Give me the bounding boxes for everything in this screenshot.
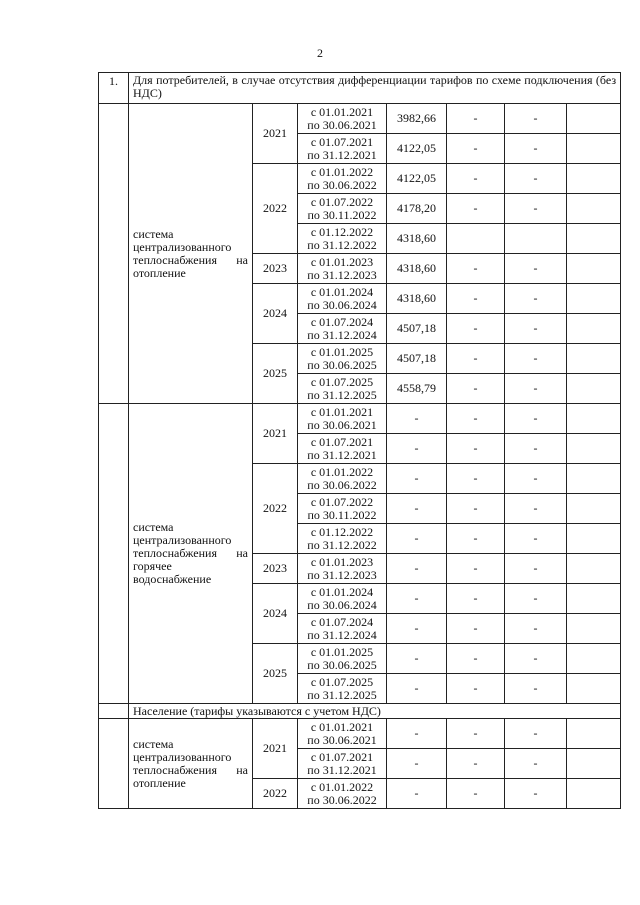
period-cell xyxy=(298,749,387,779)
tariff-col-2: - xyxy=(447,194,505,224)
tariff-col-4 xyxy=(567,749,621,779)
period-from: с 01.07.2024 xyxy=(310,314,374,329)
period-to: по 30.06.2024 xyxy=(307,297,377,312)
tariff-col-4 xyxy=(567,674,621,704)
year-cell: 2022 xyxy=(253,779,298,809)
period-cell xyxy=(298,254,387,284)
tariff-col-4 xyxy=(567,164,621,194)
tariff-value: 4507,18 xyxy=(387,344,447,374)
tariff-col-4 xyxy=(567,554,621,584)
section-title: Население (тарифы указываются с учетом НДС) xyxy=(129,704,621,719)
tariff-col-3: - xyxy=(505,434,567,464)
period-cell xyxy=(298,224,387,254)
tariff-value: - xyxy=(387,554,447,584)
tariff-col-4 xyxy=(567,224,621,254)
tariff-col-3: - xyxy=(505,194,567,224)
period-cell xyxy=(298,614,387,644)
tariff-col-2: - xyxy=(447,134,505,164)
period-from: с 01.07.2022 xyxy=(310,494,374,509)
year-cell: 2024 xyxy=(253,584,298,644)
period-cell xyxy=(298,374,387,404)
tariff-col-2: - xyxy=(447,374,505,404)
period-to: по 30.06.2025 xyxy=(307,357,377,372)
period-from: с 01.01.2024 xyxy=(310,584,374,599)
year-cell: 2021 xyxy=(253,719,298,779)
tariff-col-2: - xyxy=(447,284,505,314)
table-row xyxy=(99,719,621,749)
tariff-col-4 xyxy=(567,614,621,644)
tariff-col-4 xyxy=(567,194,621,224)
period-to: по 30.06.2021 xyxy=(307,417,377,432)
tariff-col-4 xyxy=(567,284,621,314)
period-to: по 30.11.2022 xyxy=(307,507,377,522)
tariff-col-3: - xyxy=(505,374,567,404)
tariff-col-3: - xyxy=(505,524,567,554)
tariff-col-3: - xyxy=(505,719,567,749)
period-to: по 30.06.2022 xyxy=(307,177,377,192)
tariff-col-2: - xyxy=(447,749,505,779)
table-row xyxy=(99,404,621,434)
period-cell xyxy=(298,719,387,749)
tariff-col-4 xyxy=(567,719,621,749)
period-to: по 31.12.2021 xyxy=(307,147,377,162)
period-cell xyxy=(298,644,387,674)
tariff-col-4 xyxy=(567,134,621,164)
period-cell xyxy=(298,464,387,494)
tariff-col-3: - xyxy=(505,644,567,674)
tariff-value: - xyxy=(387,494,447,524)
tariff-value: 4318,60 xyxy=(387,284,447,314)
period-to: по 30.06.2022 xyxy=(307,792,377,807)
period-from: с 01.01.2022 xyxy=(310,464,374,479)
tariff-value: 4558,79 xyxy=(387,374,447,404)
tariff-value: - xyxy=(387,464,447,494)
tariff-col-3: - xyxy=(505,614,567,644)
period-from: с 01.01.2021 xyxy=(310,104,374,119)
period-to: по 30.06.2021 xyxy=(307,732,377,747)
tariff-col-2: - xyxy=(447,464,505,494)
period-from: с 01.07.2025 xyxy=(310,674,374,689)
period-cell xyxy=(298,674,387,704)
year-cell: 2021 xyxy=(253,404,298,464)
tariff-col-4 xyxy=(567,494,621,524)
tariff-col-3: - xyxy=(505,749,567,779)
tariff-col-3: - xyxy=(505,284,567,314)
tariff-col-2: - xyxy=(447,614,505,644)
system-description: система централизованного теплоснабжения на отопление xyxy=(129,104,253,404)
header-row xyxy=(99,73,621,104)
period-to: по 31.12.2022 xyxy=(307,237,377,252)
year-cell: 2024 xyxy=(253,284,298,344)
table-row xyxy=(99,104,621,134)
tariff-value: 4178,20 xyxy=(387,194,447,224)
period-cell xyxy=(298,554,387,584)
tariff-col-4 xyxy=(567,779,621,809)
period-to: по 31.12.2021 xyxy=(307,762,377,777)
period-from: с 01.07.2021 xyxy=(310,434,374,449)
period-cell xyxy=(298,344,387,374)
tariff-col-4 xyxy=(567,404,621,434)
tariff-col-3: - xyxy=(505,674,567,704)
period-cell xyxy=(298,494,387,524)
number-cell xyxy=(99,704,129,719)
year-cell: 2023 xyxy=(253,554,298,584)
period-cell xyxy=(298,779,387,809)
period-from: с 01.01.2023 xyxy=(310,254,374,269)
tariff-col-4 xyxy=(567,374,621,404)
page-number: 2 xyxy=(317,46,323,60)
tariff-col-3: - xyxy=(505,494,567,524)
period-to: по 31.12.2023 xyxy=(307,267,377,282)
system-description: система централизованного теплоснабжения на отопление xyxy=(129,719,253,809)
period-from: с 01.01.2021 xyxy=(310,719,374,734)
year-cell: 2023 xyxy=(253,254,298,284)
tariff-col-3: - xyxy=(505,254,567,284)
tariff-value: 4122,05 xyxy=(387,134,447,164)
section-header: Для потребителей, в случае отсутствия дифференциации тарифов по схеме подключения (без НДС) xyxy=(129,73,621,104)
tariff-col-3: - xyxy=(505,344,567,374)
tariff-col-4 xyxy=(567,104,621,134)
tariff-value: 4122,05 xyxy=(387,164,447,194)
period-to: по 31.12.2024 xyxy=(307,327,377,342)
tariff-col-2: - xyxy=(447,434,505,464)
system-description: система централизованного теплоснабжения на горячее водоснабжение xyxy=(129,404,253,704)
period-cell xyxy=(298,284,387,314)
tariff-col-2: - xyxy=(447,104,505,134)
tariff-col-3: - xyxy=(505,104,567,134)
period-from: с 01.01.2025 xyxy=(310,344,374,359)
period-from: с 01.01.2023 xyxy=(310,554,374,569)
tariff-col-4 xyxy=(567,584,621,614)
tariff-col-3: - xyxy=(505,134,567,164)
period-cell xyxy=(298,314,387,344)
tariff-value: - xyxy=(387,524,447,554)
tariff-col-3: - xyxy=(505,404,567,434)
tariff-col-3: - xyxy=(505,464,567,494)
row-number: 1. xyxy=(99,73,129,104)
tariff-col-2: - xyxy=(447,674,505,704)
period-cell xyxy=(298,404,387,434)
tariff-col-3: - xyxy=(505,314,567,344)
tariff-col-2: - xyxy=(447,164,505,194)
period-from: с 01.01.2022 xyxy=(310,779,374,794)
tariff-value: - xyxy=(387,644,447,674)
period-from: с 01.01.2022 xyxy=(310,164,374,179)
tariff-col-3: - xyxy=(505,554,567,584)
period-to: по 31.12.2022 xyxy=(307,537,377,552)
tariff-value: - xyxy=(387,404,447,434)
tariff-col-2: - xyxy=(447,254,505,284)
tariff-col-4 xyxy=(567,644,621,674)
period-to: по 31.12.2025 xyxy=(307,387,377,402)
tariff-value: - xyxy=(387,719,447,749)
tariff-col-4 xyxy=(567,314,621,344)
period-cell xyxy=(298,164,387,194)
tariff-col-4 xyxy=(567,464,621,494)
tariff-col-3: - xyxy=(505,779,567,809)
tariff-col-3: - xyxy=(505,164,567,194)
tariff-col-3 xyxy=(505,224,567,254)
tariff-col-2 xyxy=(447,224,505,254)
period-from: с 01.07.2021 xyxy=(310,749,374,764)
tariff-value: 3982,66 xyxy=(387,104,447,134)
number-cell xyxy=(99,404,129,704)
period-cell xyxy=(298,104,387,134)
period-cell xyxy=(298,434,387,464)
tariff-col-2: - xyxy=(447,554,505,584)
tariff-col-4 xyxy=(567,434,621,464)
number-cell xyxy=(99,104,129,404)
year-cell: 2021 xyxy=(253,104,298,164)
tariff-col-2: - xyxy=(447,584,505,614)
tariff-col-2: - xyxy=(447,494,505,524)
year-cell: 2022 xyxy=(253,464,298,554)
tariff-col-2: - xyxy=(447,719,505,749)
period-from: с 01.07.2024 xyxy=(310,614,374,629)
period-cell xyxy=(298,194,387,224)
period-to: по 30.06.2021 xyxy=(307,117,377,132)
tariff-value: 4507,18 xyxy=(387,314,447,344)
tariff-value: - xyxy=(387,749,447,779)
period-from: с 01.01.2021 xyxy=(310,404,374,419)
period-from: с 01.07.2021 xyxy=(310,134,374,149)
period-from: с 01.01.2024 xyxy=(310,284,374,299)
period-to: по 31.12.2023 xyxy=(307,567,377,582)
period-from: с 01.07.2022 xyxy=(310,194,374,209)
tariff-value: - xyxy=(387,674,447,704)
period-to: по 31.12.2024 xyxy=(307,627,377,642)
year-cell: 2022 xyxy=(253,164,298,254)
period-to: по 31.12.2025 xyxy=(307,687,377,702)
tariff-col-2: - xyxy=(447,314,505,344)
period-to: по 30.06.2024 xyxy=(307,597,377,612)
period-to: по 31.12.2021 xyxy=(307,447,377,462)
period-cell xyxy=(298,134,387,164)
tariff-col-3: - xyxy=(505,584,567,614)
tariff-value: 4318,60 xyxy=(387,254,447,284)
tariff-col-2: - xyxy=(447,404,505,434)
tariff-table xyxy=(98,72,621,809)
period-from: с 01.12.2022 xyxy=(310,224,374,239)
tariff-col-2: - xyxy=(447,779,505,809)
period-from: с 01.12.2022 xyxy=(310,524,374,539)
number-cell xyxy=(99,719,129,809)
period-to: по 30.06.2025 xyxy=(307,657,377,672)
tariff-col-2: - xyxy=(447,524,505,554)
tariff-value: - xyxy=(387,779,447,809)
tariff-col-4 xyxy=(567,524,621,554)
tariff-value: 4318,60 xyxy=(387,224,447,254)
tariff-value: - xyxy=(387,434,447,464)
section-row xyxy=(99,704,621,719)
year-cell: 2025 xyxy=(253,344,298,404)
tariff-col-2: - xyxy=(447,644,505,674)
period-from: с 01.07.2025 xyxy=(310,374,374,389)
year-cell: 2025 xyxy=(253,644,298,704)
period-from: с 01.01.2025 xyxy=(310,644,374,659)
period-to: по 30.11.2022 xyxy=(307,207,377,222)
tariff-value: - xyxy=(387,614,447,644)
period-cell xyxy=(298,584,387,614)
tariff-value: - xyxy=(387,584,447,614)
tariff-col-4 xyxy=(567,344,621,374)
tariff-col-4 xyxy=(567,254,621,284)
tariff-col-2: - xyxy=(447,344,505,374)
period-to: по 30.06.2022 xyxy=(307,477,377,492)
period-cell xyxy=(298,524,387,554)
